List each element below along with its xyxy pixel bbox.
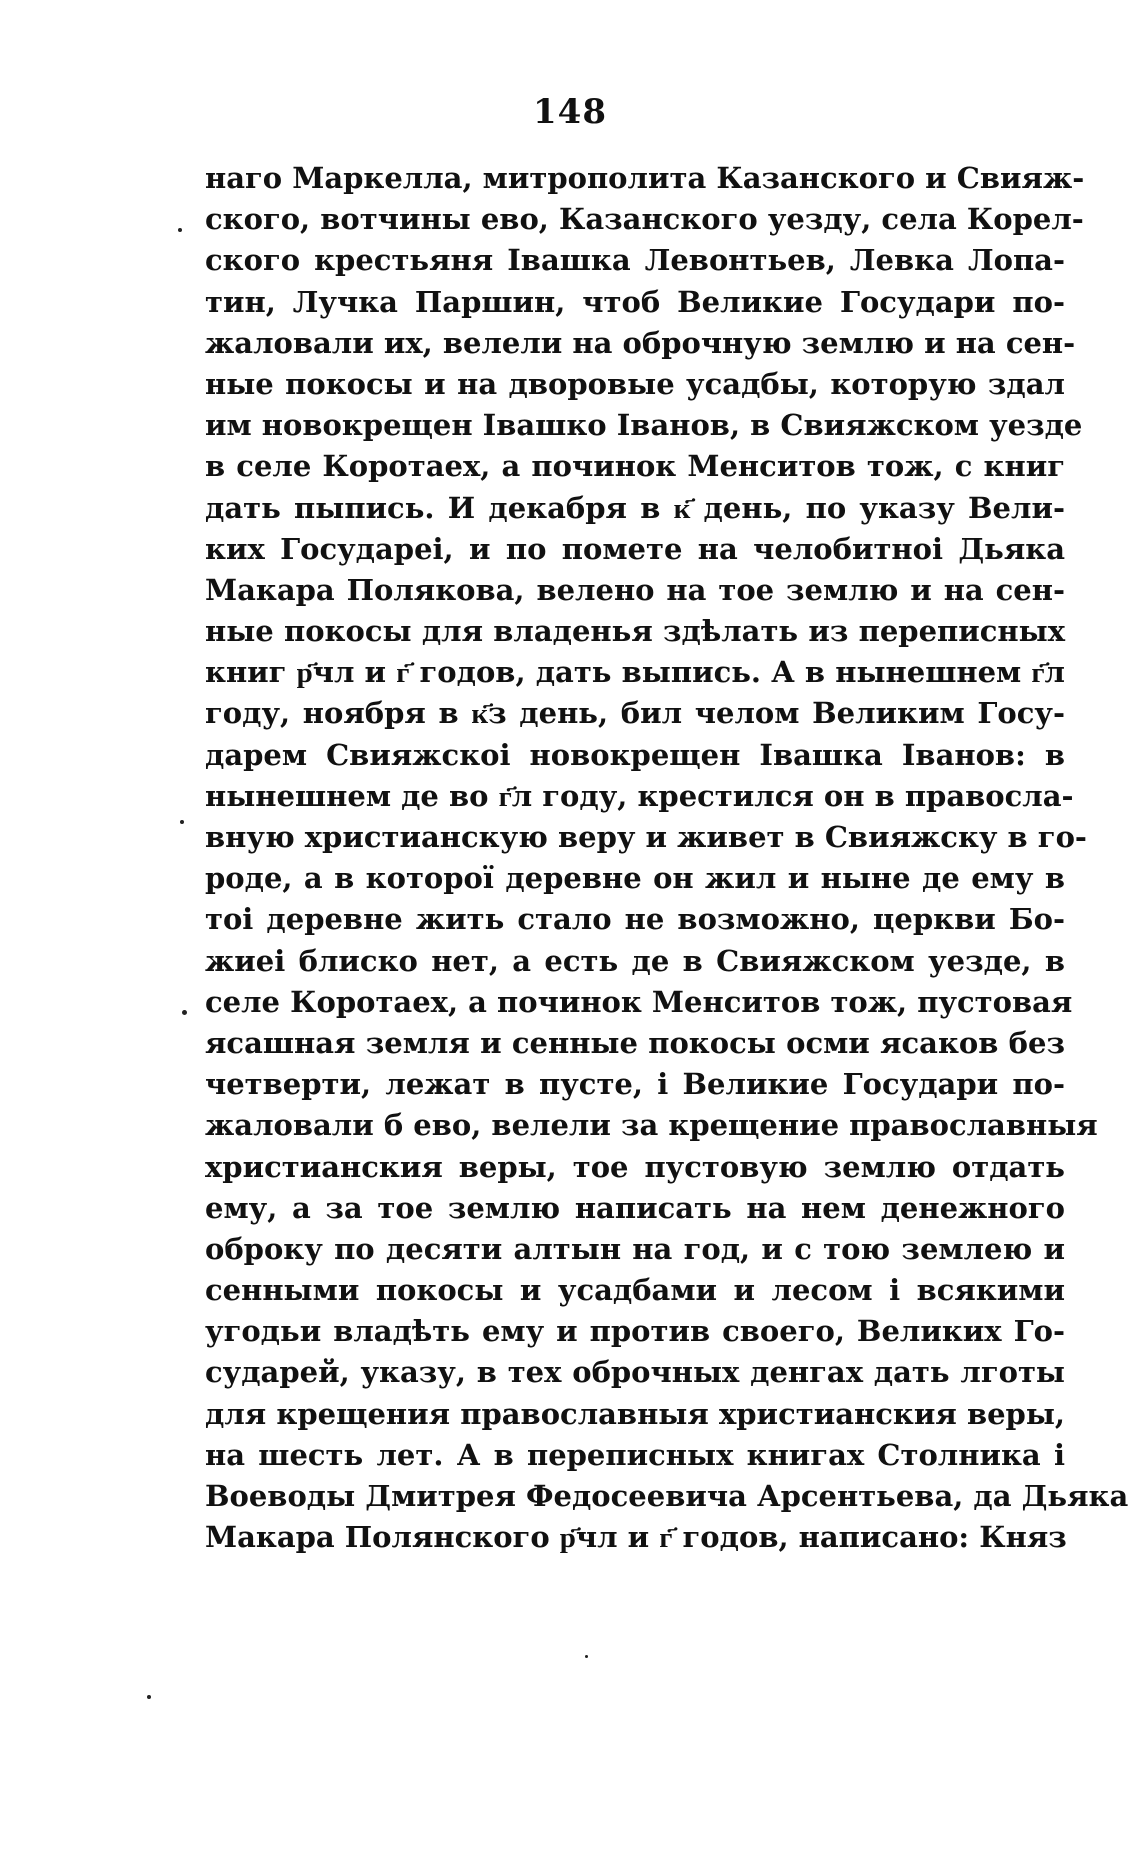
text-line: угодьи владѣть ему и против своего, Великих Го- xyxy=(205,1314,1065,1349)
text-line: жиеі блиско нет, а есть де в Свияжском уезде, в xyxy=(205,943,1065,978)
text-line: на шесть лет. А в переписных книгах Столника і xyxy=(205,1437,1065,1472)
text-line: для крещения православныя христианския веры, xyxy=(205,1396,1065,1431)
body-text xyxy=(205,158,1129,1558)
text-line: книг р҃чл и г҃ годов, дать выпись. А в нынешнем г҃л xyxy=(205,655,1065,690)
text-line: четверти, лежат в пусте, і Великие Государи по- xyxy=(205,1067,1065,1102)
text-line: ему, а за тое землю написать на нем денежного xyxy=(205,1190,1065,1225)
text-line: ких Государеі, и по помете на челобитноі Дьяка xyxy=(205,531,1065,566)
text-line: нынешнем де во г҃л году, крестился он в правосла- xyxy=(205,778,1074,813)
text-line: ные покосы для владенья здѣлать из переписных xyxy=(205,614,1065,649)
scan-speck xyxy=(585,1655,588,1658)
page-number: 148 xyxy=(533,92,607,132)
scan-speck xyxy=(178,228,182,232)
text-line: ные покосы и на дворовые усадбы, которую здал xyxy=(205,366,1065,401)
text-line: в селе Коротаех, а починок Менситов тож, с книг xyxy=(205,449,1065,484)
scan-speck xyxy=(182,1010,187,1015)
text-line: Воеводы Дмитрея Федосеевича Арсентьева, да Дьяка xyxy=(205,1479,1129,1513)
text-line: селе Коротаех, а починок Менситов тож, пустовая xyxy=(205,984,1073,1019)
text-line: им новокрещен Івашко Іванов, в Свияжском уезде xyxy=(205,408,1083,443)
text-line: ского, вотчины ево, Казанского уезду, села Корел- xyxy=(205,202,1084,237)
text-line: сенными покосы и усадбами и лесом і всякими xyxy=(205,1273,1065,1308)
text-line: оброку по десяти алтын на год, и с тою землею и xyxy=(205,1231,1065,1266)
scan-speck xyxy=(180,820,184,824)
scan-speck xyxy=(147,1695,151,1699)
text-line: Макара Полякова, велено на тое землю и на сен- xyxy=(205,572,1065,607)
text-line: нaгo Маркелла, митрополита Казанского и Свияж- xyxy=(205,161,1085,195)
text-line: году, ноября в к҃з день, бил челом Великим Госу- xyxy=(205,696,1065,731)
text-line: жаловали б ево, велели за крещение православныя xyxy=(205,1108,1098,1143)
text-line: ясашная земля и сенные покосы осми ясаков без xyxy=(205,1025,1065,1060)
text-line: тин, Лучка Паршин, чтоб Великие Государи по- xyxy=(205,284,1065,319)
text-line: вную христианскую веру и живет в Свияжску в го- xyxy=(205,820,1087,854)
text-line: сударей, указу, в тех оброчных денгах дать лготы xyxy=(205,1355,1065,1390)
text-line: роде, а в которої деревне он жил и ныне де ему в xyxy=(205,861,1065,896)
text-line: ского крестьяня Івашка Левонтьев, Левка Лопа- xyxy=(205,243,1065,278)
text-line: дать пыпись. И декабря в к҃ день, по указу Вели- xyxy=(205,490,1065,525)
text-line: жаловали их, велели на оброчную землю и на сен- xyxy=(205,325,1076,360)
text-line: Макара Полянского р҃чл и г҃ годов, написано: Княз xyxy=(205,1520,1067,1555)
text-line: тоі деревне жить стало не возможно, церкви Бо- xyxy=(205,902,1065,937)
text-line: христианския веры, тое пустовую землю отдать xyxy=(205,1149,1065,1184)
text-line: дарем Свияжскоі новокрещен Івашка Іванов: в xyxy=(205,737,1065,772)
